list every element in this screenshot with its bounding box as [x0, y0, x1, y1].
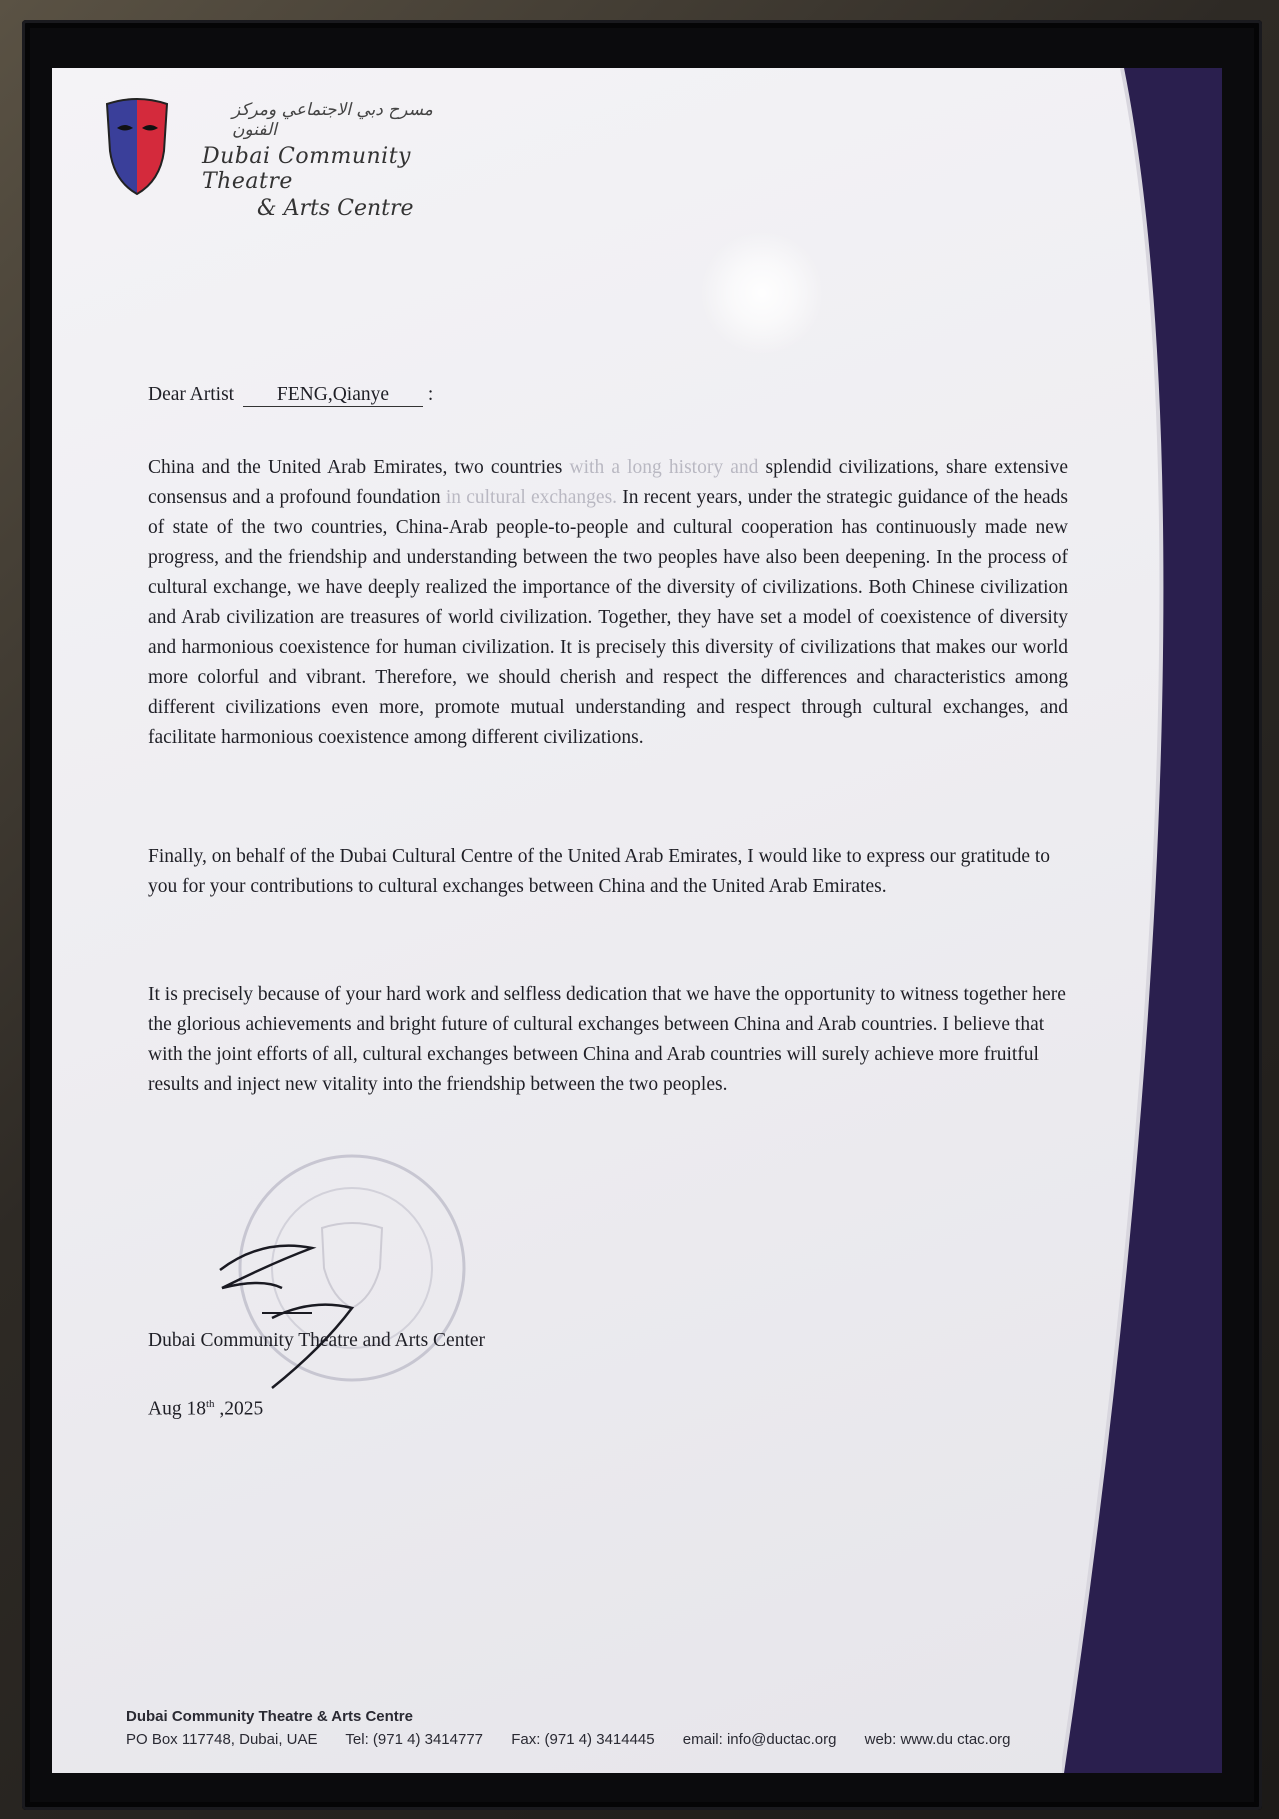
paragraph-1: [148, 453, 1068, 753]
light-glare: [702, 228, 822, 358]
logo-line-1: Dubai Community Theatre: [202, 144, 411, 194]
theatre-mask-logo-icon: [102, 96, 172, 196]
date-prefix: Aug 18: [148, 1398, 206, 1420]
paragraph-1-part-c: In recent years, under the strategic guidance of the heads of state of the two countries, China-Arab people-to-people and cultural cooperation has continuously made new progress, and the friendship and understanding between the two peoples have also been deepening. In the process of cultural exchange, we have deeply realized the importance of the diversity of civilizations. Both Chinese civilization and Arab civilization are treasures of world civilization. Together, they have set a model of coexistence of diversity and harmonious coexistence for human civilization. It is precisely this diversity of civilizations that makes our world more colorful and vibrant. Therefore, we should cherish and respect the differences and characteristics among different civilizations even more, promote mutual understanding and respect through cultural exchanges, and facilitate harmonious coexistence among different civilizations.: [148, 487, 1069, 748]
paragraph-2: Finally, on behalf of the Dubai Cultural Centre of the United Arab Emirates, I would like to express our gratitude to you for your contributions to cultural exchanges between China and the United Arab Emirates.: [148, 846, 1051, 897]
date-suffix: ,2025: [214, 1398, 264, 1420]
paragraph-3: It is precisely because of your hard work and selfless dedication that we have the opportunity to witness together here the glorious achievements and bright future of cultural exchanges between China and Arab countries. I believe that with the joint efforts of all, cultural exchanges between China and Arab countries will surely achieve more fruitful results and inject new vitality into the friendship between the two peoples.: [148, 984, 1066, 1095]
recipient-name: FENG,Qianye: [243, 384, 423, 407]
handwritten-signature: [202, 1228, 422, 1398]
letter-page: [52, 68, 1222, 1773]
paragraph-1-faded-1: with a long history and: [569, 457, 759, 478]
paragraph-1-faded-2: in cultural exchanges.: [445, 487, 618, 508]
salutation-prefix: Dear Artist: [148, 384, 235, 405]
date-ordinal: th: [205, 1398, 215, 1410]
footer-title: Dubai Community Theatre & Arts Centre: [126, 1708, 413, 1725]
logo-wordmark: [202, 100, 462, 221]
letterhead-footer: [126, 1708, 1035, 1748]
paragraph-1-part-b: splendid civilizations, share extensive consensus and a profound foundation: [148, 457, 1068, 508]
logo-line-2: & Arts Centre: [257, 196, 414, 221]
footer-po-box: PO Box 117748, Dubai, UAE: [126, 1731, 318, 1748]
purple-swoosh: [1062, 68, 1222, 1773]
salutation: [148, 380, 1068, 410]
letter-date: [148, 1398, 263, 1421]
paragraph-1-part-a: China and the United Arab Emirates, two countries: [148, 457, 570, 478]
signatory-organization: Dubai Community Theatre and Arts Center: [148, 1330, 486, 1351]
footer-email: email: info@ductac.org: [682, 1731, 837, 1748]
salutation-suffix: :: [427, 384, 434, 405]
footer-contact-row: [126, 1731, 1035, 1748]
footer-web: web: www.du ctac.org: [864, 1731, 1011, 1748]
logo-arabic: مسرح دبي الاجتماعي ومركز الفنون: [232, 100, 433, 140]
footer-tel: Tel: (971 4) 3414777: [345, 1731, 484, 1748]
footer-fax: Fax: (971 4) 3414445: [511, 1731, 655, 1748]
